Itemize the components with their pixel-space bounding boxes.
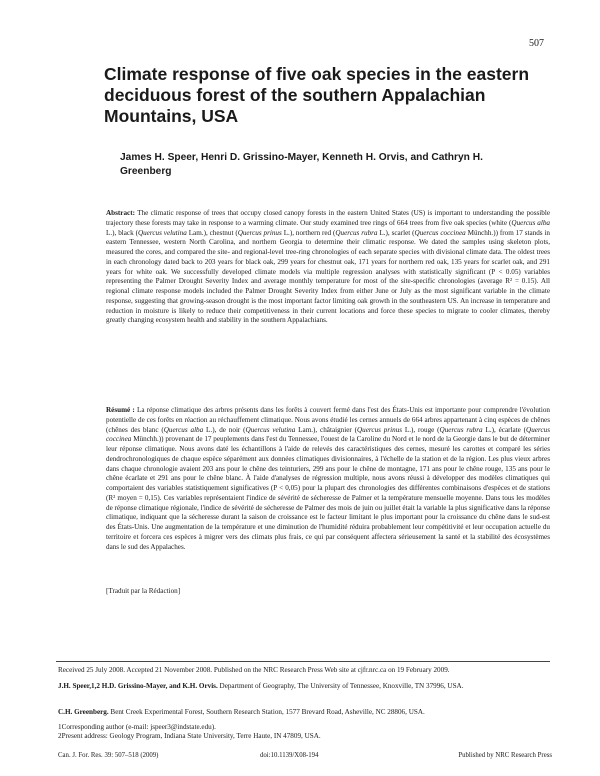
affiliation-2: [58, 708, 548, 717]
received-dates: Received 25 July 2008. Accepted 21 November 2008. Published on the NRC Research Press Web site at cjfr.nrc.ca on 19 February 2009.: [58, 666, 450, 674]
author-list: James H. Speer, Henri D. Grissino-Mayer, Kenneth H. Orvis, and Cathryn H. Greenberg: [120, 152, 483, 177]
resume-text: L.), rouge (: [402, 425, 440, 434]
abstract-text: The climatic response of trees that occupy closed canopy forests in the eastern United States (US) is important to understanding the possible trajectory these forests may take in response to a warming climate. Our study examined tree rings of 664 trees from five oak species (white (: [106, 209, 550, 227]
species-name: Quercus velutina: [137, 228, 187, 237]
abstract-text: Lam.), chestnut (: [186, 228, 238, 237]
resume-text: L.), de noir (: [203, 425, 246, 434]
translation-note: [Traduit par la Rédaction]: [106, 587, 181, 595]
affiliation-1: [58, 682, 548, 691]
journal-citation: Can. J. For. Res. 39: 507–518 (2009): [58, 752, 159, 759]
resume-text: Münchh.)) provenant de 17 peuplements dans l'est du Tennessee, l'ouest de la Caroline du Nord et le nord de la Georgie dans le but de déterminer leur réponse climatique. Nous avons daté les échantillons à l'aide de relevés des caractéristiques des cernes, mesuré les carottes et comparé les séries dendrochronologiques de chaque espèce séparément aux données climatiques divisionnaires, à l'échelle de la station et de la région. Les plus vieux arbres dans chaque chronologie avaient 203 ans pour le chêne des teinturiers, 299 ans pour le chêne de montagne, 171 ans pour le chêne rouge, 135 ans pour le chêne écarlate et 291 ans pour le chêne blanc. À l'aide d'analyses de régression multiple, nous avons réussi à développer des modèles climatiques qui comportaient des variables statistiquement significatives (P < 0,05) pour la plupart des chronologies des différentes combinaisons d'espèces et de stations (R² moyen = 0,15). Ces variables représentaient l'indice de sévérité de sécheresse de Palmer et la température mensuelle moyenne. Dans tous les modèles de réponse climatique régionale, l'indice de sévérité de sécheresse de Palmer des mois de juin ou juillet était la variable la plus significative dans la réponse climatique, indiquant que la sécheresse durant la saison de croissance est le facteur limitant le plus important pour la croissance du chêne dans le sud-est des États-Unis. Une augmentation de la température et une diminution de l'humidité réduira probablement leur compétitivité et leur occupation actuelle du territoire et forcera ces espèces à migrer vers des climats plus frais, ce qui par conséquent affectera sérieusement la santé et la stabilité des écosystèmes dans le sud des Appalaches.: [106, 435, 550, 551]
page-number: 507: [529, 38, 544, 49]
species-name: Quercus alba: [511, 218, 550, 227]
footnotes: [58, 723, 548, 742]
species-name: Quercus prinus: [357, 425, 403, 434]
species-name: Quercus coccinea: [106, 425, 550, 444]
publisher: Published by NRC Research Press: [458, 752, 552, 759]
resume-text: La réponse climatique des arbres présents dans les forêts à couvert fermé dans l'est des États-Unis est importante pour comprendre l'évolution potentielle de ces forêts en réaction au réchauffement climatique. Nous avons étudié les cernes annuels de 664 arbres appartenant à cinq espèces de chênes (chênes des blanc (: [106, 406, 550, 434]
resume-text: Lam.), châtaignier (: [295, 425, 358, 434]
abstract-text: L.), scarlet (: [377, 228, 415, 237]
abstract-text: Münchh.)) from 17 stands in eastern Tennessee, western North Carolina, and northern Georgia to determine their climatic response. We dated the samples using skeleton plots, measured the cores, and compared the site- and regional-level tree-ring chronologies of each separate species with divisional climate data. The oldest trees in each chronology dated back to 203 years for black oak, 299 years for chestnut oak, 171 years for northern red oak, 135 years for scarlet oak, and 291 years for white oak. We successfully developed climate models via multiple regression analyses with statistically significant (P < 0.05) variables representing the Palmer Drought Severity Index and average monthly temperature for most of the site-specific chronologies (average R² = 0.15). All regional climate response models included the Palmer Drought Severity Index from either June or July as the most significant variable in the climate response, suggesting that growing-season drought is the most important factor limiting oak growth in the southeastern US. An increase in temperature and reduction in moisture is likely to reduce their competitiveness in their current locations and force these species to migrate to cooler climates, thereby greatly changing ecosystem health and stability in the southern Appalachians.: [106, 228, 550, 325]
abstract-label: Abstract:: [106, 209, 135, 217]
resume-paragraph: [106, 406, 550, 552]
species-name: Quercus rubra: [335, 228, 378, 237]
article-title: Climate response of five oak species in the eastern deciduous forest of the southern Appalachian Mountains, USA: [104, 64, 530, 126]
species-name: Quercus alba: [163, 425, 204, 434]
abstract-text: L.), northern red (: [281, 228, 336, 237]
resume-text: L.), écarlate (: [482, 425, 527, 434]
abstract-text: L.), black (: [106, 228, 138, 237]
affiliation-names: J.H. Speer,1,2 H.D. Grissino-Mayer, and K.H. Orvis.: [58, 682, 218, 690]
footer-divider: [56, 661, 550, 662]
species-name: Quercus velutina: [245, 425, 296, 434]
affiliation-names: C.H. Greenberg.: [58, 708, 109, 716]
abstract-paragraph: [106, 209, 550, 326]
species-name: Quercus coccinea: [414, 228, 466, 237]
resume-label: Résumé :: [106, 406, 135, 414]
footnote-corresponding-author: 1Corresponding author (e-mail: jspeer3@indstate.edu).: [58, 723, 216, 731]
species-name: Quercus prinus: [237, 228, 282, 237]
doi: doi:10.1139/X08-194: [260, 752, 319, 759]
species-name: Quercus rubra: [439, 425, 483, 434]
affiliation-address: Bent Creek Experimental Forest, Southern Research Station, 1577 Brevard Road, Asheville, NC 28806, USA.: [108, 708, 425, 716]
footnote-present-address: 2Present address: Geology Program, Indiana State University, Terre Haute, IN 47809, USA.: [58, 732, 321, 741]
affiliation-address: Department of Geography, The University of Tennessee, Knoxville, TN 37996, USA.: [217, 682, 464, 690]
